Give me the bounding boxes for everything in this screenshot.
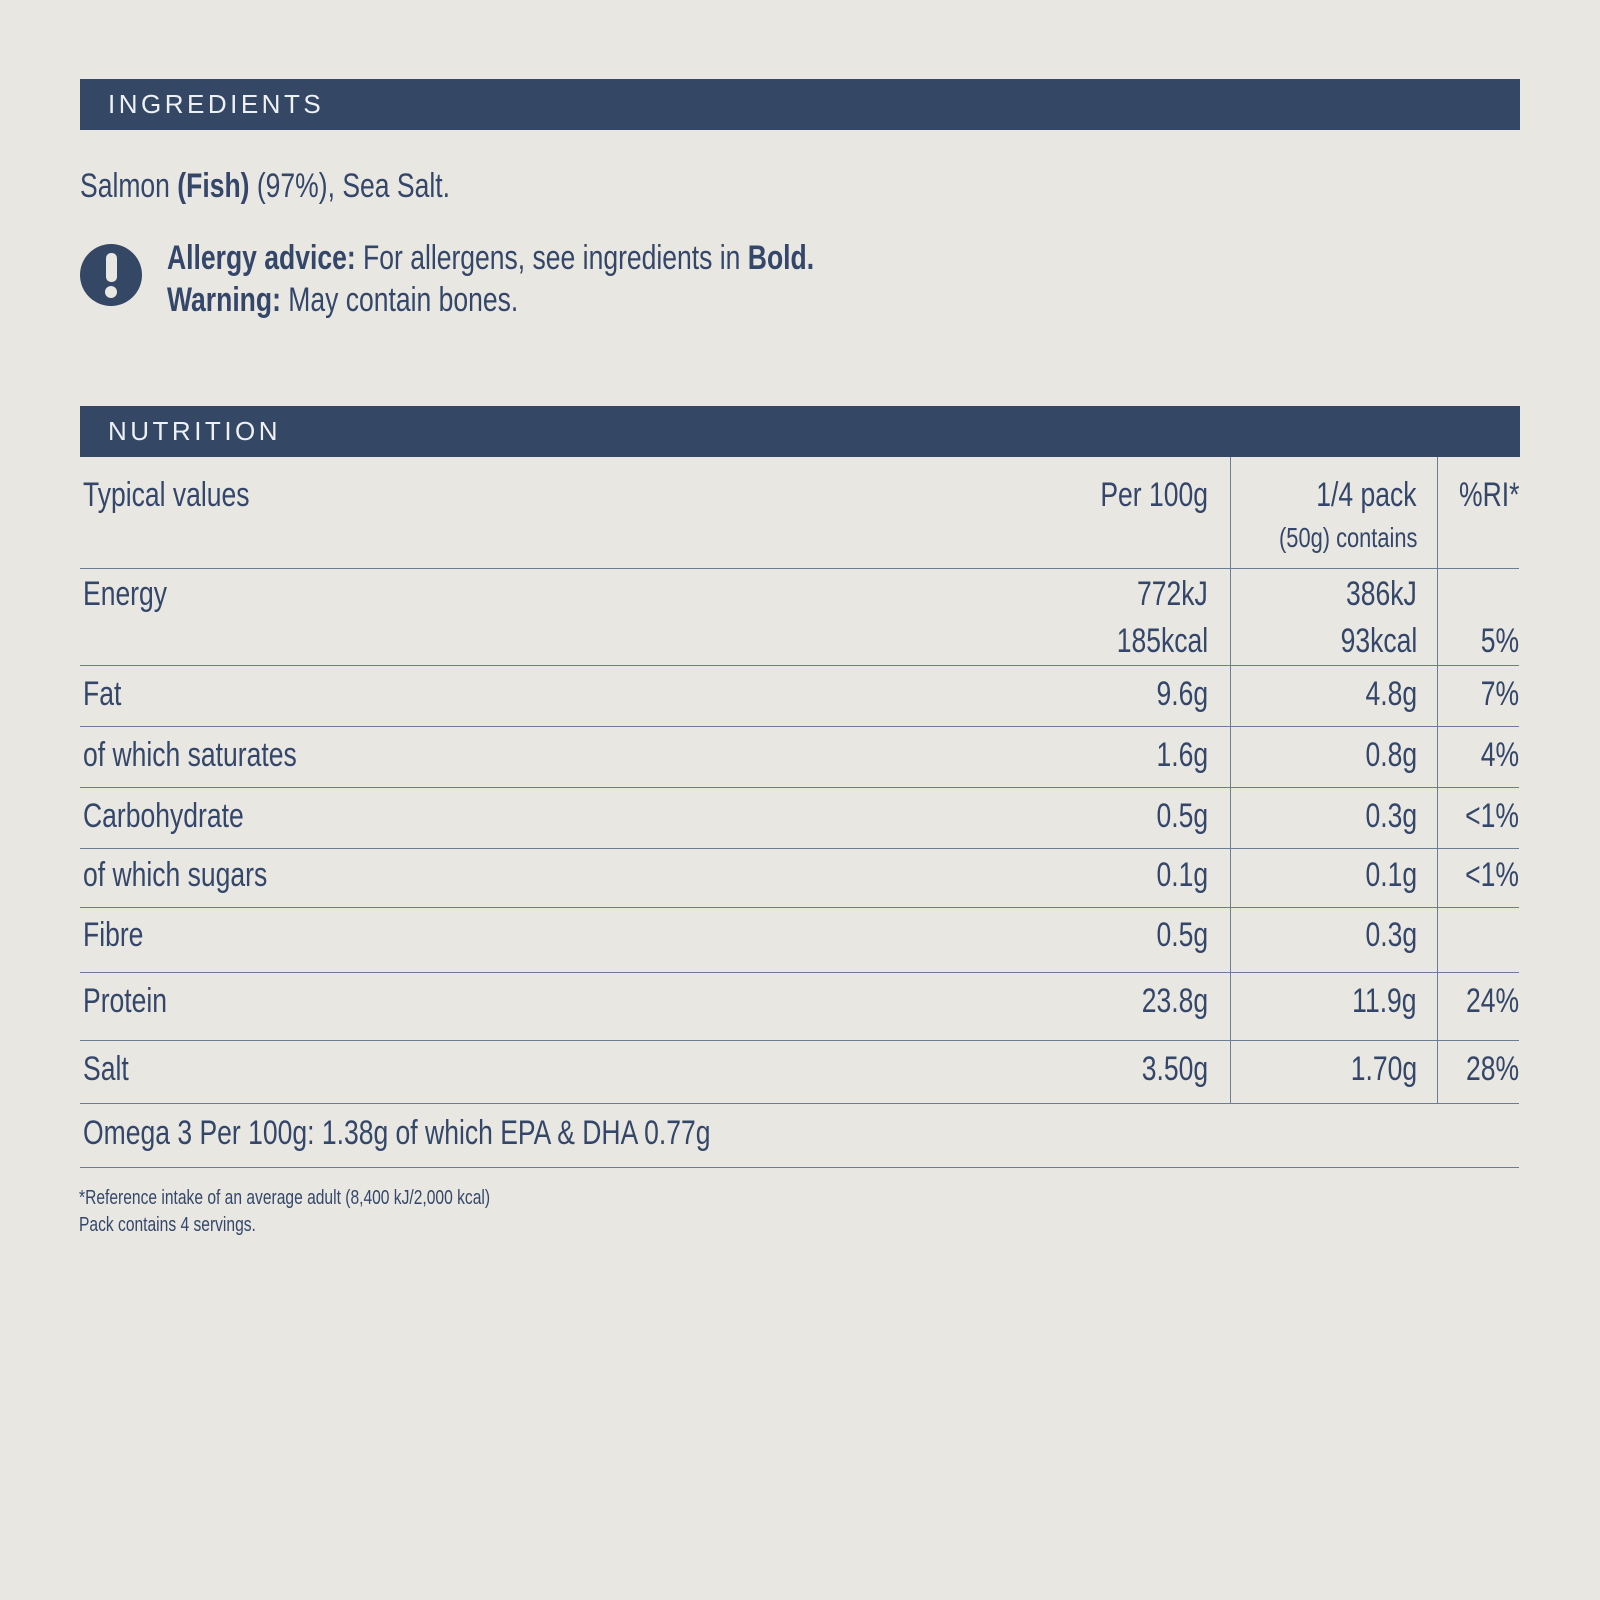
protein-serving: 11.9g <box>1352 982 1417 1020</box>
ingredients-text-after: (97%), Sea Salt. <box>249 167 450 205</box>
carbohydrate-per-100g: 0.5g <box>1156 797 1208 835</box>
sugars-ri: <1% <box>1465 856 1519 894</box>
row-divider <box>80 1040 1519 1041</box>
servings-note: Pack contains 4 servings. <box>79 1214 256 1236</box>
row-label-fat: Fat <box>83 675 122 713</box>
fibre-per-100g: 0.5g <box>1156 916 1208 954</box>
energy-kcal-serving: 93kcal <box>1340 622 1417 660</box>
row-label-sugars: of which sugars <box>83 856 268 894</box>
row-divider <box>80 848 1519 849</box>
fat-per-100g: 9.6g <box>1156 675 1208 713</box>
energy-ri: 5% <box>1480 622 1519 660</box>
energy-kcal-per-100g: 185kcal <box>1116 622 1208 660</box>
exclamation-icon <box>80 244 142 306</box>
row-label-salt: Salt <box>83 1050 129 1088</box>
allergy-advice <box>167 237 997 321</box>
row-divider <box>80 1103 1519 1104</box>
column-divider <box>1230 457 1231 1103</box>
row-divider <box>80 726 1519 727</box>
protein-per-100g: 23.8g <box>1141 982 1208 1020</box>
row-label-protein: Protein <box>83 982 168 1020</box>
saturates-per-100g: 1.6g <box>1156 736 1208 774</box>
sugars-per-100g: 0.1g <box>1156 856 1208 894</box>
column-header-serving-size: (50g) contains <box>1278 522 1417 553</box>
allergen-fish: (Fish) <box>177 167 250 205</box>
fibre-serving: 0.3g <box>1365 916 1417 954</box>
energy-kj-per-100g: 772kJ <box>1137 575 1208 613</box>
salt-ri: 28% <box>1465 1050 1519 1088</box>
saturates-ri: 4% <box>1480 736 1519 774</box>
sugars-serving: 0.1g <box>1365 856 1417 894</box>
nutrition-header <box>80 406 1520 457</box>
fat-serving: 4.8g <box>1365 675 1417 713</box>
row-label-energy: Energy <box>83 575 168 613</box>
salt-serving: 1.70g <box>1350 1050 1417 1088</box>
column-header-serving: 1/4 pack <box>1316 476 1417 514</box>
row-label-saturates: of which saturates <box>83 736 297 774</box>
reference-intake-note: *Reference intake of an average adult (8,400 kJ/2,000 kcal) <box>79 1187 491 1209</box>
ingredients-list <box>80 166 554 206</box>
row-divider <box>80 907 1519 908</box>
saturates-serving: 0.8g <box>1365 736 1417 774</box>
column-divider <box>1437 457 1438 1103</box>
ingredients-text-before: Salmon <box>80 167 178 205</box>
nutrition-title: NUTRITION <box>108 416 282 446</box>
allergy-text: For allergens, see ingredients in <box>355 239 748 277</box>
row-divider <box>80 568 1519 569</box>
row-divider <box>80 972 1519 973</box>
ingredients-header <box>80 79 1520 130</box>
energy-kj-serving: 386kJ <box>1346 575 1417 613</box>
column-header-per-100g: Per 100g <box>1100 476 1208 514</box>
protein-ri: 24% <box>1465 982 1519 1020</box>
salt-per-100g: 3.50g <box>1141 1050 1208 1088</box>
column-header-ri: %RI* <box>1458 476 1519 514</box>
row-label-carbohydrate: Carbohydrate <box>83 797 244 835</box>
omega-3-note: Omega 3 Per 100g: 1.38g of which EPA & DHA 0.77g <box>83 1114 711 1152</box>
carbohydrate-serving: 0.3g <box>1365 797 1417 835</box>
allergy-label: Allergy advice: <box>167 239 356 277</box>
allergy-bold: Bold. <box>747 239 815 277</box>
fat-ri: 7% <box>1480 675 1519 713</box>
ingredients-title: INGREDIENTS <box>108 89 325 119</box>
row-label-fibre: Fibre <box>83 916 144 954</box>
warning-label: Warning: <box>167 281 281 319</box>
column-header-typical-values: Typical values <box>83 476 250 514</box>
row-divider <box>80 787 1519 788</box>
row-divider <box>80 1167 1519 1168</box>
row-divider <box>80 665 1519 666</box>
warning-text: May contain bones. <box>280 281 519 319</box>
footnote <box>79 1185 606 1239</box>
carbohydrate-ri: <1% <box>1465 797 1519 835</box>
